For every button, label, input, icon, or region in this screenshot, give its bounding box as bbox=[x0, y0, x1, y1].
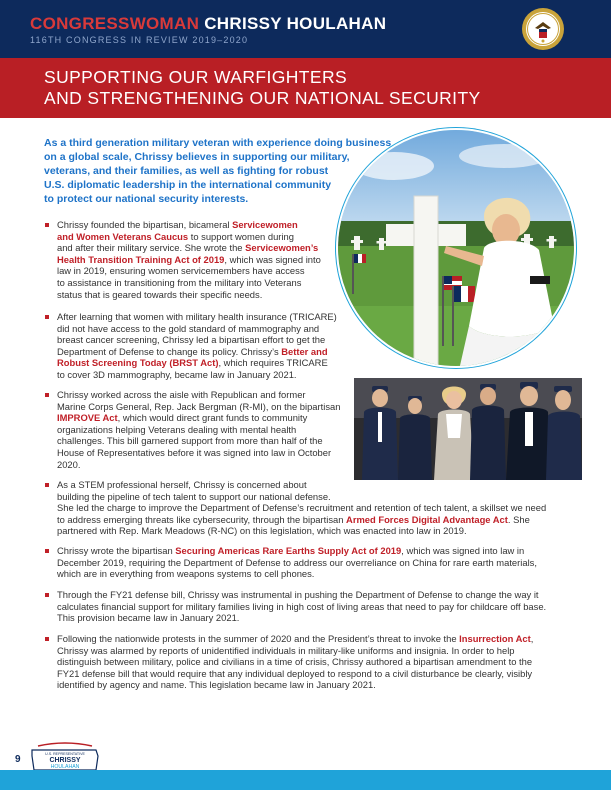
text-run: and after their military service. She wrote the bbox=[57, 242, 246, 254]
header-subtitle: 116TH CONGRESS IN REVIEW 2019–2020 bbox=[30, 35, 249, 45]
footer-bar bbox=[0, 770, 611, 790]
text-run: , which was signed into bbox=[224, 253, 321, 265]
bullet-line: Chrissy was alarmed by reports of unidentified individuals in military-like uniforms and insignia. In order to help bbox=[57, 644, 515, 656]
bullet-line bbox=[57, 254, 321, 266]
text-run: , which was signed into law in bbox=[401, 545, 525, 556]
section-title-line1: SUPPORTING OUR WARFIGHTERS bbox=[44, 67, 348, 87]
header-title-name: CHRISSY HOULAHAN bbox=[204, 14, 387, 33]
bullet-brst-act bbox=[57, 311, 337, 381]
bullet-line: December 2019, requiring the Department of Defense to address our overreliance on China for rare earth materials, bbox=[57, 556, 537, 568]
intro-line: to protect our national security interests. bbox=[44, 193, 249, 205]
bullet-line: which are in everything from weapons systems to cell phones. bbox=[57, 568, 315, 580]
bullet-insurrection-act bbox=[57, 633, 533, 691]
text-run: to support women during bbox=[188, 230, 294, 242]
intro-line: As a third generation military veteran with experience doing business bbox=[44, 137, 392, 149]
bullet-line: FY21 defense bill that would require that any individual deployed to respond to a civil disturbance be clearly, visibly bbox=[57, 667, 533, 679]
bullet-line: building the pipeline of tech talent to support our national defense. bbox=[57, 490, 331, 502]
legislation-highlight: Health Transition Training Act of 2019 bbox=[57, 253, 225, 265]
intro-line: U.S. diplomatic leadership in the international community bbox=[44, 179, 332, 191]
logo-first-name: CHRISSY bbox=[49, 757, 81, 764]
bullet-line: After learning that women with military health insurance (TRICARE) bbox=[57, 311, 337, 322]
header-title-prefix: CONGRESSWOMAN bbox=[30, 14, 200, 33]
bullet-line bbox=[57, 412, 340, 424]
bullet-line: distinguish between military, police and civilians in a time of crisis, Chrissy authored a bipartisan amendment to the bbox=[57, 656, 533, 668]
bullet-improve-act bbox=[57, 389, 340, 470]
bullet-line bbox=[57, 357, 337, 369]
text-run: Department of Defense to change its policy. Chrissy’s bbox=[57, 345, 282, 357]
bullet-line: House of Representatives before it was signed into law in October bbox=[57, 446, 332, 458]
bullet-line bbox=[57, 545, 537, 557]
logo-last-name: HOULAHAN bbox=[50, 764, 80, 770]
bullet-servicewomen-caucus bbox=[57, 219, 321, 300]
legislation-highlight: Securing Americas Rare Earths Supply Act of 2019 bbox=[175, 545, 402, 556]
legislation-highlight: and Women Veterans Caucus bbox=[57, 230, 189, 242]
legislation-highlight: Better and bbox=[281, 345, 328, 357]
cemetery-photo-icon bbox=[334, 126, 578, 370]
bullet-line bbox=[57, 514, 546, 526]
bullet-line: law in 2019, ensuring women servicemembers have access bbox=[57, 265, 305, 277]
legislation-highlight: Servicewomen bbox=[232, 219, 298, 230]
bullet-line: As a STEM professional herself, Chrissy is concerned about bbox=[57, 479, 307, 490]
text-run: , which requires TRICARE bbox=[218, 357, 328, 369]
bullet-rare-earths-act bbox=[57, 545, 537, 580]
text-run: , bbox=[530, 633, 534, 644]
logo-small-text: U.S. REPRESENTATIVE bbox=[45, 752, 85, 756]
bullet-line: Through the FY21 defense bill, Chrissy was instrumental in pushing the Department of Defense to change the way it bbox=[57, 589, 539, 600]
text-run: to address emerging threats like cybersecurity, through the bipartisan bbox=[57, 513, 347, 525]
bullet-line: This provision became law in January 2021. bbox=[57, 612, 240, 624]
bullet-line: status that is geared towards their specific needs. bbox=[57, 288, 263, 300]
intro-paragraph bbox=[44, 136, 392, 206]
veterans-group-photo-icon bbox=[354, 378, 582, 480]
bullet-line: partnered with Rep. Mark Meadows (R-NC) on this legislation, which was enacted into law in 2019. bbox=[57, 525, 467, 537]
text-run: . She bbox=[507, 513, 530, 525]
bullet-line: 2020. bbox=[57, 458, 81, 470]
congressional-seal-icon bbox=[521, 7, 565, 51]
houlahan-logo bbox=[30, 742, 100, 772]
bullet-line: She led the charge to improve the Department of Defense’s recruitment and retention of tech talent, a skillset we need bbox=[57, 502, 547, 514]
bullet-line: to assistance in transitioning from the military into Veterans bbox=[57, 276, 302, 288]
section-title-line2: AND STRENGTHENING OUR NATIONAL SECURITY bbox=[44, 88, 481, 108]
legislation-highlight: IMPROVE Act bbox=[57, 412, 118, 424]
intro-line: veterans, and their families, as well as fighting for robust bbox=[44, 165, 329, 177]
page-header bbox=[0, 0, 611, 58]
text-run: , which would direct grant funds to community bbox=[117, 412, 308, 424]
text-run: Chrissy wrote the bipartisan bbox=[57, 545, 176, 556]
bullet-line: Chrissy worked across the aisle with Republican and former bbox=[57, 389, 306, 400]
bullet-line: did not have access to the gold standard of mammography and bbox=[57, 322, 320, 334]
legislation-highlight: Robust Screening Today (BRST Act) bbox=[57, 357, 219, 369]
text-run: Following the nationwide protests in the summer of 2020 and the President’s threat to invoke the bbox=[57, 633, 460, 644]
bullet-line: breast cancer screening, Chrissy led a bipartisan effort to get the bbox=[57, 334, 326, 346]
page-number: 9 bbox=[15, 754, 21, 765]
legislation-highlight: Armed Forces Digital Advantage Act bbox=[346, 513, 508, 525]
bullet-line bbox=[57, 633, 533, 645]
bullet-line bbox=[57, 231, 321, 243]
bullet-line: to cover 3D mammography, became law in January 2021. bbox=[57, 368, 297, 380]
bullet-line bbox=[57, 242, 321, 254]
bullet-line: identified by agency and name. This legislation became law in January 2021. bbox=[57, 679, 376, 691]
intro-line: on a global scale, Chrissy believes in supporting our military, bbox=[44, 151, 350, 163]
bullet-line bbox=[57, 219, 321, 231]
legislation-highlight: Insurrection Act bbox=[459, 633, 531, 644]
bullet-digital-advantage-act bbox=[57, 479, 546, 537]
section-title-band bbox=[0, 58, 611, 118]
bullet-line: Marine Corps General, Rep. Jack Bergman (R-MI), on the bipartisan bbox=[57, 400, 341, 412]
bullet-line: calculates financial support for military families living in high cost of living areas that need to pay for childcare off base. bbox=[57, 600, 547, 612]
legislation-highlight: Servicewomen’s bbox=[245, 242, 319, 254]
text-run: Chrissy founded the bipartisan, bicameral bbox=[57, 219, 233, 230]
bullet-line: organizations helping Veterans dealing with mental health bbox=[57, 423, 297, 435]
bullet-line: challenges. This bill garnered support from more than half of the bbox=[57, 435, 323, 447]
bullet-fy21-childcare bbox=[57, 589, 546, 624]
header-title bbox=[30, 14, 386, 34]
bullet-line bbox=[57, 346, 337, 358]
